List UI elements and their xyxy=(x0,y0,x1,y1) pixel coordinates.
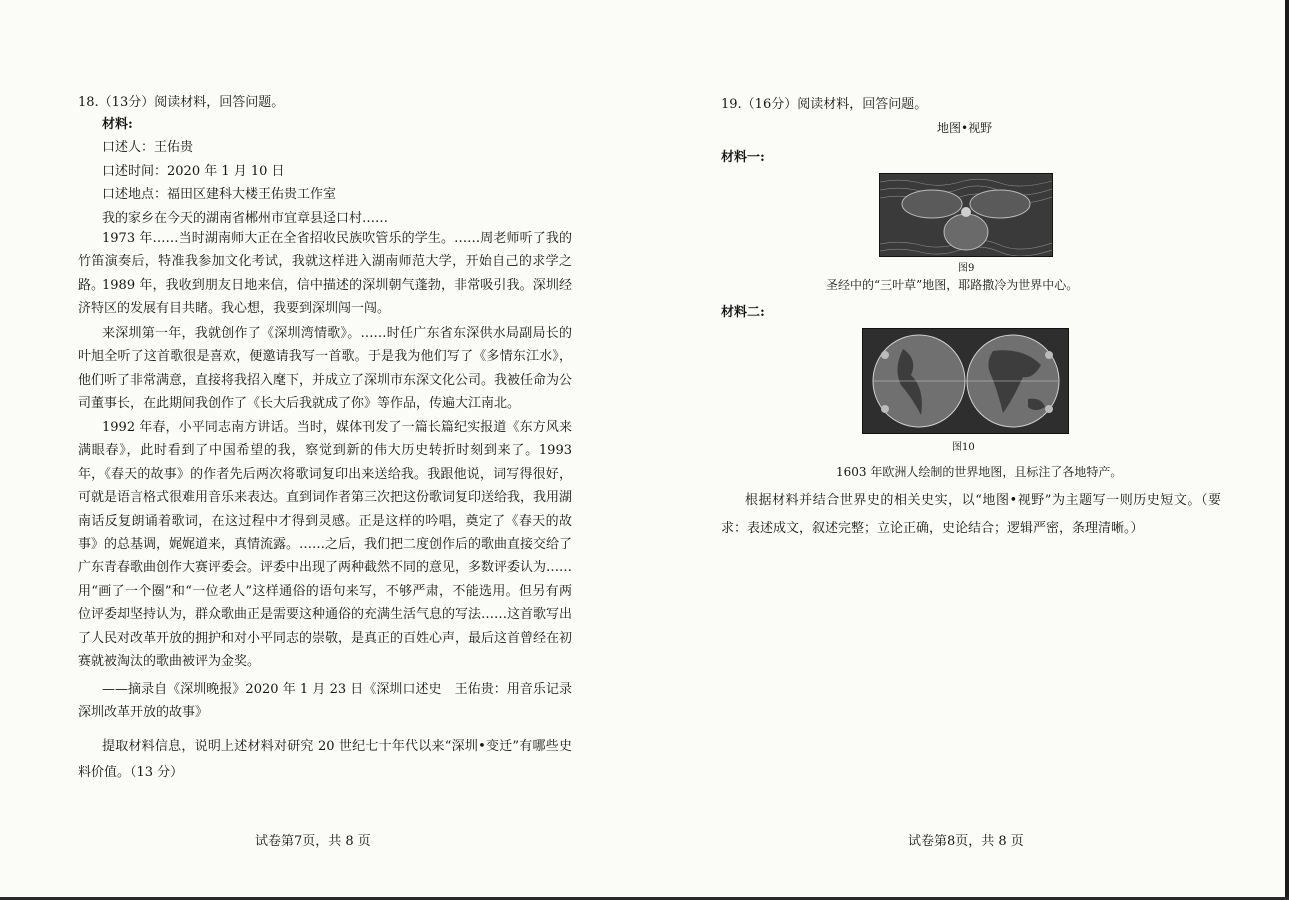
theme-title: 地图•视野 xyxy=(937,121,993,135)
page-footer-7: 试卷第7页，共 8 页 xyxy=(255,834,371,849)
trefoil-map-figure xyxy=(879,173,1053,257)
figure-9-description: 圣经中的“三叶草”地图，耶路撒冷为世界中心。 xyxy=(826,278,1079,292)
question-18-task: 提取材料信息，说明上述材料对研究 20 世纪七十年代以来“深圳•变迁”有哪些史料价值。（13 分） xyxy=(78,739,572,780)
material-2-label: 材料二: xyxy=(721,305,765,320)
world-map-image xyxy=(863,329,1068,433)
location-line: 口述地点：福田区建科大楼王佑贵工作室 xyxy=(102,187,337,202)
hometown-line: 我的家乡在今天的湖南省郴州市宜章县迳口村…… xyxy=(102,211,389,226)
material-label: 材料: xyxy=(102,117,133,132)
page-edge-shadow xyxy=(1285,0,1289,900)
question-19-header: 19.（16分）阅读材料，回答问题。 xyxy=(721,97,928,112)
question-19-task: 根据材料并结合世界史的相关史实，以“地图•视野”为主题写一则历史短文。（要求：表述成文，叙述完整；立论正确，史论结合；逻辑严密，条理清晰。） xyxy=(721,493,1221,536)
figure-9-label: 图9 xyxy=(958,263,975,274)
left-page xyxy=(0,0,640,900)
figure-10-label: 图10 xyxy=(952,442,975,453)
paragraph-1992: 1992 年春，小平同志南方讲话。当时，媒体刊发了一篇长篇纪实报道《东方风来满眼春》，此时看到了中国希望的我，察觉到新的伟大历史转折时刻到来了。1993 年，《春天的故事》的作者先后两次将歌词复印出来送给我。我跟他说，词写得很好，可就是语言格式很难用音乐来表达。直到词作者第三次把这份歌词复印送给我，我用湖南话反复朗诵着歌词，在这过程中才得到灵感。正是这样的吟唱，奠定了《春天的故事》的总基调，娓娓道来，真情流露。……之后，我们把二度创作后的歌曲直接交给了广东青春歌曲创作大赛评委会。评委中出现了两种截然不同的意见，多数评委认为……用“画了一个圈”和“一位老人”这样通俗的语句来写，不够严肃，不能选用。但另有两位评委却坚持认为，群众歌曲正是需要这种通俗的充满生活气息的写法……这首歌写出了人民对改革开放的拥护和对小平同志的崇敬，是真正的百姓心声，最后这首曾经在初赛就被淘汰的歌曲被评为金奖。 xyxy=(78,420,573,670)
source-citation: ——摘录自《深圳晚报》2020 年 1 月 23 日《深圳口述史 王佑贵：用音乐记录深圳改革开放的故事》 xyxy=(78,682,572,721)
question-18-header: 18.（13分）阅读材料，回答问题。 xyxy=(78,95,285,110)
paragraph-1973: 1973 年……当时湖南师大正在全省招收民族吹管乐的学生。……周老师听了我的竹笛演奏后，特准我参加文化考试，我就这样进入湖南师范大学，开始自己的求学之路。 xyxy=(78,231,572,293)
narrator-line: 口述人：王佑贵 xyxy=(102,140,194,155)
figure-10-description: 1603 年欧洲人绘制的世界地图，且标注了各地特产。 xyxy=(836,465,1123,479)
right-page xyxy=(640,0,1285,900)
date-line: 口述时间：2020 年 1 月 10 日 xyxy=(102,164,285,179)
world-map-figure xyxy=(862,328,1069,434)
paragraph-1989: 1989 年，我收到朋友日地来信，信中描述的深圳朝气蓬勃，非常吸引我。深圳经济特区的发展有目共睹。我心想，我要到深圳闯一闯。 xyxy=(78,278,572,317)
paragraph-first-year: 来深圳第一年，我就创作了《深圳湾情歌》。……时任广东省东深供水局副局长的叶旭全听了这首歌很是喜欢，便邀请我写一首歌。于是我为他们写了《多情东江水》，他们听了非常满意，直接将我招入麾下，并成立了深圳市东深文化公司。我被任命为公司董事长，在此期间我创作了《长大后我就成了你》等作品，传遍大江南北。 xyxy=(78,326,573,412)
material-1-label: 材料一: xyxy=(721,150,765,165)
page-footer-8: 试卷第8页，共 8 页 xyxy=(908,834,1024,849)
trefoil-map-image xyxy=(880,174,1052,256)
